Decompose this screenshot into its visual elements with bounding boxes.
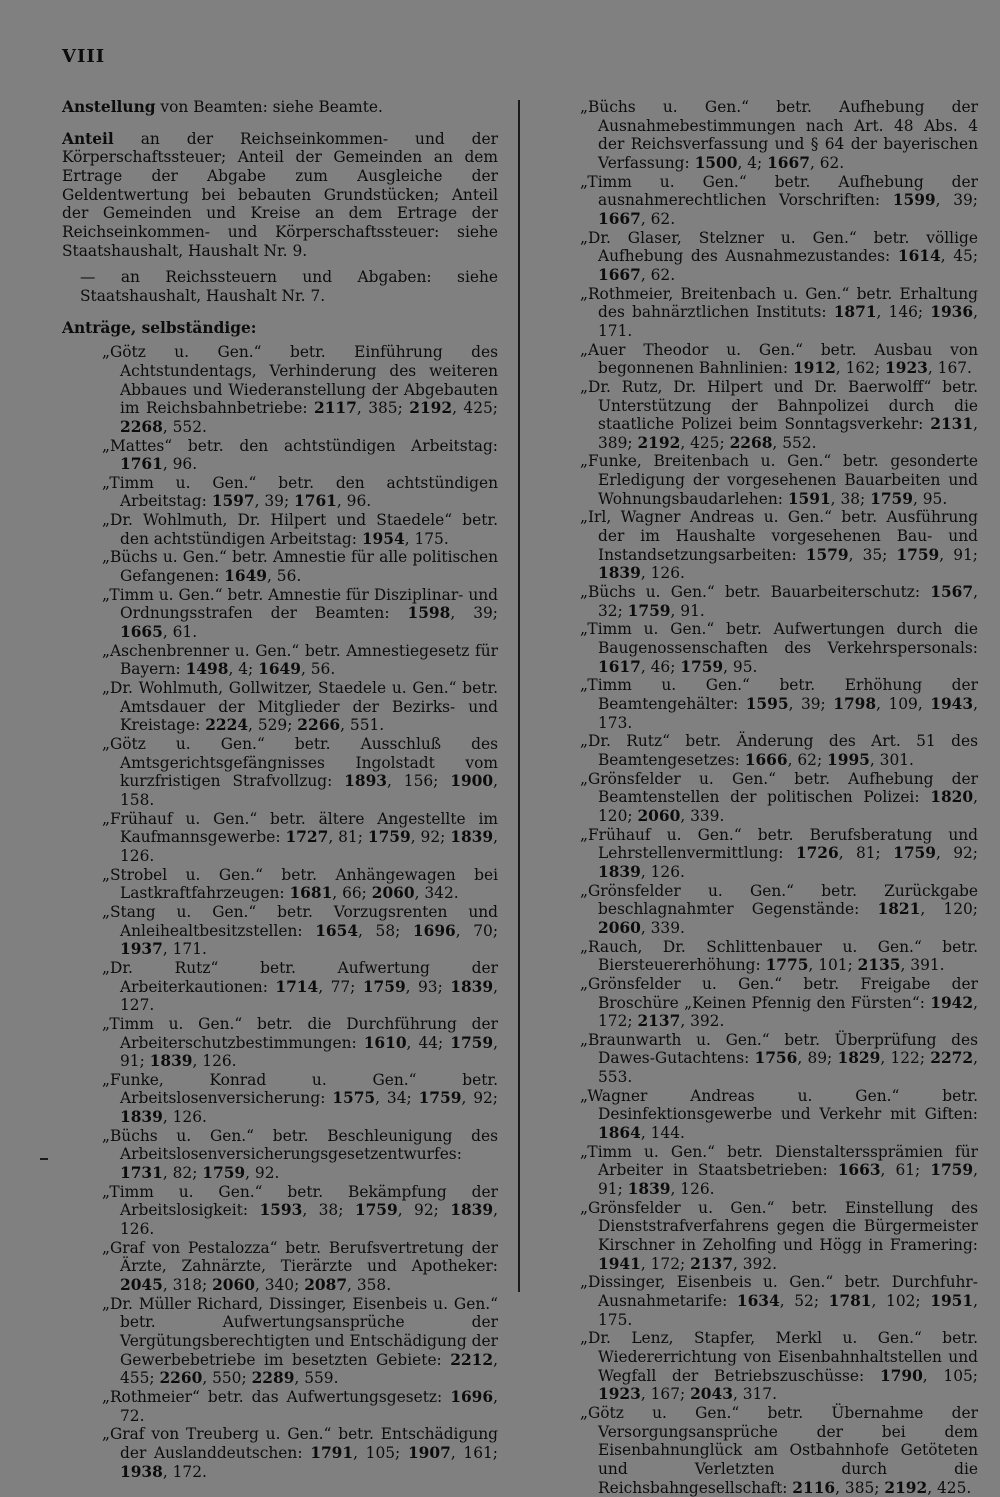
index-entry: „Timm u. Gen.“ betr. Aufwertungen durch die Baugenossenschaften des Verkehrspersonals: 1617, 46; 1759, 95. — [580, 620, 978, 676]
index-entry: „Dr. Rutz“ betr. Änderung des Art. 51 des Beamtengesetzes: 1666, 62; 1995, 301. — [580, 732, 978, 769]
index-entry: „Grönsfelder u. Gen.“ betr. Einstellung des Dienststrafverfahrens gegen die Bürgermeister Kirschner in Zeholfing und Högg in Framering: 1941, 172; 2137, 392. — [580, 1198, 978, 1273]
index-entry: „Grönsfelder u. Gen.“ betr. Aufhebung der Beamtenstellen der politischen Polizei: 1820, 120; 2060, 339. — [580, 769, 978, 825]
index-entry: „Dr. Lenz, Stapfer, Merkl u. Gen.“ betr. Wiedererrichtung von Eisenbahnhaltstellen und Wegfall der Betriebszuschüsse: 1790, 105; 1923, 167; 2043, 317. — [580, 1329, 978, 1404]
index-entry: „Irl, Wagner Andreas u. Gen.“ betr. Ausführung der im Haushalte vorgesehenen Bau- und Instandsetzungsarbeiten: 1579, 35; 1759, 91; 1839, 126. — [580, 508, 978, 583]
index-entry: „Dr. Wohlmuth, Gollwitzer, Staedele u. Gen.“ betr. Amtsdauer der Mitglieder der Bezirks- und Kreistage: 2224, 529; 2266, 551. — [102, 679, 498, 735]
index-entry: „Auer Theodor u. Gen.“ betr. Ausbau von begonnenen Bahnlinien: 1912, 162; 1923, 167. — [580, 340, 978, 378]
index-entry: „Timm u. Gen.“ betr. die Durchführung der Arbeiterschutzbestimmungen: 1610, 44; 1759, 91; 1839, 126. — [102, 1014, 498, 1071]
index-entry: „Büchs u. Gen.“ betr. Beschleunigung des Arbeitslosenversicherungsgesetzentwurfes: 1731, 82; 1759, 92. — [102, 1126, 498, 1183]
index-entry: „Timm u. Gen.“ betr. Amnestie für Disziplinar- und Ordnungsstrafen der Beamten: 1598, 39; 1665, 61. — [102, 585, 498, 642]
index-entry: „Dr. Wohlmuth, Dr. Hilpert und Staedele“ betr. den achtstündigen Arbeitstag: 1954, 175. — [102, 511, 498, 548]
index-entry: „Grönsfelder u. Gen.“ betr. Zurückgabe beschlagnahmter Gegenstände: 1821, 120; 2060, 339. — [580, 881, 978, 937]
index-entry: „Aschenbrenner u. Gen.“ betr. Amnestiegesetz für Bayern: 1498, 4; 1649, 56. — [102, 641, 498, 679]
index-entry: „Graf von Pestalozza“ betr. Berufsvertretung der Ärzte, Zahnärzte, Tierärzte und Apotheker: 2045, 318; 2060, 340; 2087, 358. — [102, 1238, 498, 1295]
index-entry: „Dissinger, Eisenbeis u. Gen.“ betr. Durchfuhr-Ausnahmetarife: 1634, 52; 1781, 102; 1951, 175. — [580, 1273, 978, 1329]
index-entry: „Götz u. Gen.“ betr. Übernahme der Versorgungsansprüche der bei dem Eisenbahnunglück am Ostbahnhofe Getöteten und Verletzten durch die Reichsbahngesellschaft: 2116, 385; 2192, 425. — [580, 1403, 978, 1497]
page-number: VIII — [62, 46, 106, 67]
index-topic-continuation — [62, 268, 498, 305]
topic-text: an der Reichseinkommen- und der Körperschaftssteuer; Anteil der Gemeinden an dem Ertrage der Abgabe zum Ausgleiche der Geldentwertung bei bebauten Grundstücken; Anteil der Gemeinden und Kreise an dem Ertrage der Reichseinkommen- und Körperschaftssteuer: siehe Staatshaushalt, Haushalt Nr. 9. — [62, 129, 498, 260]
index-entry: „Mattes“ betr. den achtstündigen Arbeitstag: 1761, 96. — [102, 436, 498, 474]
topic-heading: Anteil — [62, 129, 114, 148]
index-entry: „Graf von Treuberg u. Gen.“ betr. Entschädigung der Auslanddeutschen: 1791, 105; 1907, 161; 1938, 172. — [102, 1425, 498, 1481]
index-entry: „Timm u. Gen.“ betr. Bekämpfung der Arbeitslosigkeit: 1593, 38; 1759, 92; 1839, 126. — [102, 1182, 498, 1239]
margin-mark — [40, 1158, 48, 1160]
index-entry: „Timm u. Gen.“ betr. Erhöhung der Beamtengehälter: 1595, 39; 1798, 109, 1943, 173. — [580, 676, 978, 732]
index-entry: „Funke, Breitenbach u. Gen.“ betr. gesonderte Erledigung der vorgesehenen Bauarbeiten und Wohnungsbaudarlehen: 1591, 38; 1759, 95. — [580, 452, 978, 508]
index-entry: „Rothmeier“ betr. das Aufwertungsgesetz: 1696, 72. — [102, 1387, 498, 1425]
index-entry: „Wagner Andreas u. Gen.“ betr. Desinfektionsgewerbe und Verkehr mit Giften: 1864, 144. — [580, 1086, 978, 1143]
index-entry: „Büchs u. Gen.“ betr. Aufhebung der Ausnahmebestimmungen nach Art. 48 Abs. 4 der Reichsverfassung und § 64 der bayerischen Verfassung: 1500, 4; 1667, 62. — [580, 98, 978, 172]
index-entry: „Dr. Glaser, Stelzner u. Gen.“ betr. völlige Aufhebung des Ausnahmezustandes: 1614, 45; 1667, 62. — [580, 228, 979, 284]
topic-heading: Anstellung — [62, 98, 156, 116]
topic-text: — an Reichssteuern und Abgaben: siehe Staatshaushalt, Haushalt Nr. 7. — [80, 268, 498, 305]
index-topic-anstellung — [62, 98, 498, 117]
index-entry: „Timm u. Gen.“ betr. Dienstalterssprämien für Arbeiter in Staatsbetrieben: 1663, 61; 1759, 91; 1839, 126. — [580, 1142, 978, 1199]
left-entry-list — [62, 343, 498, 1481]
section-heading: Anträge, selbständige: — [62, 318, 257, 337]
index-entry: „Rothmeier, Breitenbach u. Gen.“ betr. Erhaltung des bahnärztlichen Instituts: 1871, 146; 1936, 171. — [580, 284, 978, 340]
index-entry: „Grönsfelder u. Gen.“ betr. Freigabe der Broschüre „Keinen Pfennig den Fürsten“: 1942, 172; 2137, 392. — [580, 974, 978, 1031]
index-entry: „Braunwarth u. Gen.“ betr. Überprüfung des Dawes-Gutachtens: 1756, 89; 1829, 122; 2272, 553. — [580, 1030, 978, 1087]
index-entry: „Timm u. Gen.“ betr. den achtstündigen Arbeitstag: 1597, 39; 1761, 96. — [102, 473, 498, 511]
index-entry: „Stang u. Gen.“ betr. Vorzugsrenten und Anleihealtbesitzstellen: 1654, 58; 1696, 70; 1937, 171. — [102, 902, 499, 959]
right-column — [580, 98, 978, 1497]
index-entry: „Götz u. Gen.“ betr. Ausschluß des Amtsgerichtsgefängnisses Ingolstadt vom kurzfristigen Strafvollzug: 1893, 156; 1900, 158. — [102, 735, 498, 809]
index-entry: „Dr. Rutz“ betr. Aufwertung der Arbeiterkautionen: 1714, 77; 1759, 93; 1839, 127. — [102, 958, 498, 1015]
index-entry: „Büchs u. Gen.“ betr. Amnestie für alle politischen Gefangenen: 1649, 56. — [102, 548, 498, 586]
right-entry-list — [580, 98, 978, 1497]
index-entry: „Frühauf u. Gen.“ betr. ältere Angestellte im Kaufmannsgewerbe: 1727, 81; 1759, 92; 1839, 126. — [102, 809, 498, 865]
index-entry: „Dr. Rutz, Dr. Hilpert und Dr. Baerwolff“ betr. Unterstützung der Bahnpolizei durch die staatliche Polizei beim Sonntagsverkehr: 2131, 389; 2192, 425; 2268, 552. — [580, 377, 978, 452]
index-entry: „Timm u. Gen.“ betr. Aufhebung der ausnahmerechtlichen Vorschriften: 1599, 39; 1667, 62. — [580, 172, 978, 228]
topic-text: von Beamten: siehe Beamte. — [155, 98, 383, 116]
index-entry: „Funke, Konrad u. Gen.“ betr. Arbeitslosenversicherung: 1575, 34; 1759, 92; 1839, 126. — [102, 1070, 498, 1127]
index-topic-anteil — [62, 130, 498, 261]
index-entry: „Götz u. Gen.“ betr. Einführung des Achtstundentags, Verhinderung des weiteren Abbaues und Wiederanstellung der Abgebauten im Reichsbahnbetriebe: 2117, 385; 2192, 425; 2268, 552. — [102, 343, 498, 436]
index-entry: „Dr. Müller Richard, Dissinger, Eisenbeis u. Gen.“ betr. Aufwertungsansprüche der Vergütungsberechtigten und Entschädigung der Gewerbebetriebe im besetzten Gebiete: 2212, 455; 2260, 550; 2289, 559. — [102, 1294, 498, 1388]
left-column — [62, 98, 498, 1481]
index-entry: „Rauch, Dr. Schlittenbauer u. Gen.“ betr. Biersteuererhöhung: 1775, 101; 2135, 391. — [580, 937, 978, 975]
column-divider — [518, 100, 520, 1292]
index-entry: „Büchs u. Gen.“ betr. Bauarbeiterschutz: 1567, 32; 1759, 91. — [580, 583, 978, 620]
index-entry: „Strobel u. Gen.“ betr. Anhängewagen bei Lastkraftfahrzeugen: 1681, 66; 2060, 342. — [102, 865, 498, 903]
index-entry: „Frühauf u. Gen.“ betr. Berufsberatung und Lehrstellenvermittlung: 1726, 81; 1759, 92; 1839, 126. — [580, 825, 978, 881]
